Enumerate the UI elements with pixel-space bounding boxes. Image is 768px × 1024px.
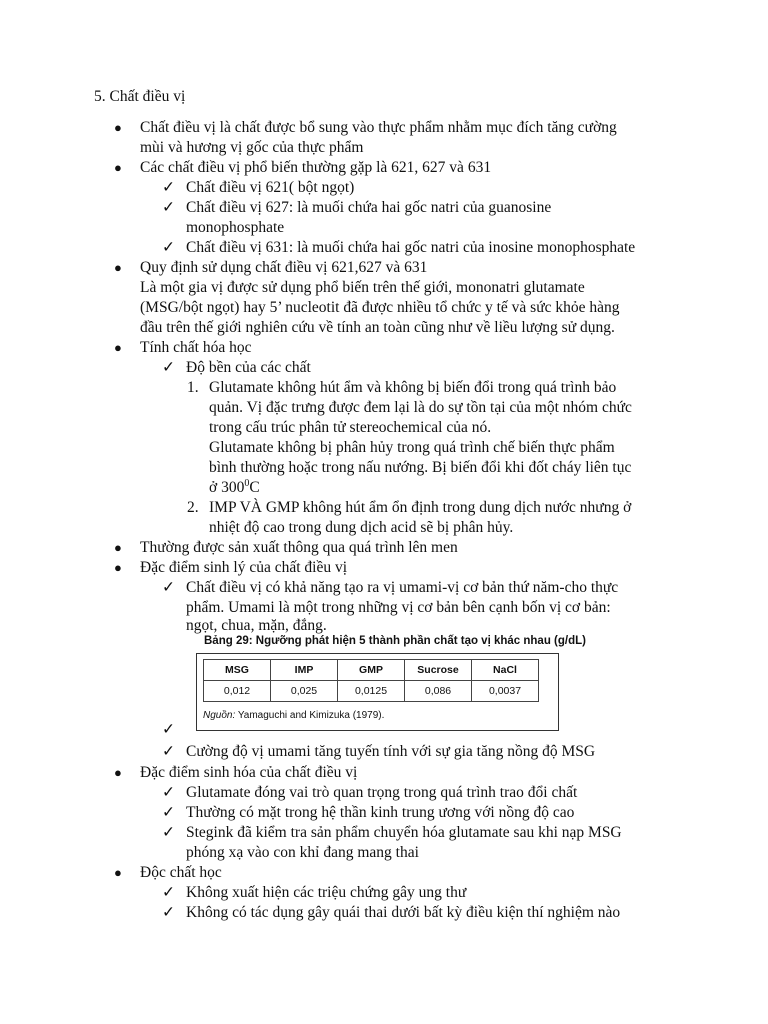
bullet-continuation: (MSG/bột ngọt) hay 5’ nucleotit đã được nhiều tổ chức y tế và sức khỏe hàng [140,299,620,316]
check-continuation: phẩm. Umami là một trong những vị cơ bản bên cạnh bốn vị cơ bản: [186,599,611,616]
section-heading: 5. Chất điều vị [94,88,186,105]
bullet-item: ● Các chất điều vị phổ biến thường gặp là 621, 627 và 631 [114,159,492,176]
check-icon: ✓ [162,721,175,738]
check-icon: ✓ [162,743,175,760]
numbered-item: 1. Glutamate không hút ẩm và không bị biến đổi trong quá trình bảo [187,379,617,396]
check-icon: ✓ [162,824,175,841]
numbered-continuation: bình thường hoặc trong nấu nướng. Bị biến đổi khi đốt cháy liên tục [209,459,632,476]
check-icon: ✓ [162,784,175,801]
check-icon: ✓ [162,359,175,376]
check-item: ✓ Độ bền của các chất [162,359,311,376]
bullet-item: ● Tính chất hóa học [114,339,252,356]
bullet-item: ● Chất điều vị là chất được bổ sung vào thực phẩm nhằm mục đích tăng cường [114,119,617,136]
table-frame [196,653,559,731]
bullet-icon: ● [114,540,122,555]
check-icon: ✓ [162,239,175,256]
bullet-icon: ● [114,260,122,275]
check-icon: ✓ [162,179,175,196]
bullet-icon: ● [114,340,122,355]
numbered-continuation: Glutamate không bị phân hủy trong quá trình chế biến thực phẩm [209,439,615,456]
table-row [204,681,539,702]
check-item: ✓ Thường có mặt trong hệ thần kinh trung ương với nồng độ cao [162,804,575,821]
numbered-continuation: nhiệt độ cao trong dung dịch acid sẽ bị phân hủy. [209,519,514,536]
numbered-continuation: quản. Vị đặc trưng được đem lại là do sự tồn tại của một nhóm chức [209,399,632,416]
bullet-icon: ● [114,560,122,575]
check-item: ✓ Không xuất hiện các triệu chứng gây ung thư [162,884,467,901]
table-header-cell: GMP [338,660,405,681]
bullet-continuation: đầu trên thế giới nghiên cứu về tính an toàn cũng như về liều lượng sử dụng. [140,319,615,336]
bullet-continuation: Là một gia vị được sử dụng phổ biến trên thế giới, mononatri glutamate [140,279,585,296]
table-cell: 0,086 [405,681,472,702]
check-item: ✓ Cường độ vị umami tăng tuyến tính với sự gia tăng nồng độ MSG [162,743,596,760]
check-icon: ✓ [162,904,175,921]
check-item: ✓ Glutamate đóng vai trò quan trọng trong quá trình trao đổi chất [162,784,578,801]
table-cell: 0,012 [204,681,271,702]
bullet-item: ● Độc chất học [114,864,222,881]
check-item: ✓ Stegink đã kiểm tra sản phẩm chuyển hóa glutamate sau khi nạp MSG [162,824,622,841]
numbered-continuation: trong cấu trúc phân tử stereochemical của nó. [209,419,492,436]
bullet-icon: ● [114,120,122,135]
table-header-row [204,660,539,681]
bullet-continuation: mùi và hương vị gốc của thực phẩm [140,139,364,156]
check-item: ✓ Chất điều vị 627: là muối chứa hai gốc natri của guanosine [162,199,552,216]
table-header-cell: NaCl [472,660,539,681]
bullet-item: ● Đặc điểm sinh hóa của chất điều vị [114,764,358,781]
check-item: ✓ Chất điều vị 621( bột ngọt) [162,179,355,196]
check-continuation: phóng xạ vào con khỉ đang mang thai [186,844,419,861]
table-cell: 0,025 [271,681,338,702]
bullet-icon: ● [114,765,122,780]
temperature-line: ở $300^0C$ [209,477,260,496]
numbered-item: 2. IMP VÀ GMP không hút ẩm ổn định trong dung dịch nước nhưng ở [187,499,632,516]
bullet-item: ● Thường được sản xuất thông qua quá trình lên men [114,539,458,556]
bullet-item: ● Quy định sử dụng chất điều vị 621,627 và 631 [114,259,428,276]
table-header-cell: IMP [271,660,338,681]
bullet-icon: ● [114,160,122,175]
check-icon: ✓ [162,579,175,596]
table-source: Nguồn: Yamaguchi and Kimizuka (1979). [203,710,385,721]
data-table [203,659,539,702]
check-continuation: monophosphate [186,219,285,236]
check-item: ✓ Không có tác dụng gây quái thai dưới bất kỳ điều kiện thí nghiệm nào [162,904,621,921]
check-item: ✓ Chất điều vị có khả năng tạo ra vị umami-vị cơ bản thứ năm-cho thực [162,579,619,596]
table-cell: 0,0037 [472,681,539,702]
table-caption: Bảng 29: Ngưỡng phát hiện 5 thành phần chất tạo vị khác nhau (g/dL) [204,635,586,647]
check-icon: ✓ [162,884,175,901]
table-header-cell: Sucrose [405,660,472,681]
bullet-icon: ● [114,865,122,880]
check-icon: ✓ [162,199,175,216]
table-header-cell: MSG [204,660,271,681]
check-continuation: ngọt, chua, mặn, đắng. [186,617,327,634]
bullet-item: ● Đặc điểm sinh lý của chất điều vị [114,559,348,576]
check-icon: ✓ [162,804,175,821]
threshold-table [196,633,586,731]
check-item: ✓ Chất điều vị 631: là muối chứa hai gốc natri của inosine monophosphate [162,239,636,256]
table-cell: 0,0125 [338,681,405,702]
